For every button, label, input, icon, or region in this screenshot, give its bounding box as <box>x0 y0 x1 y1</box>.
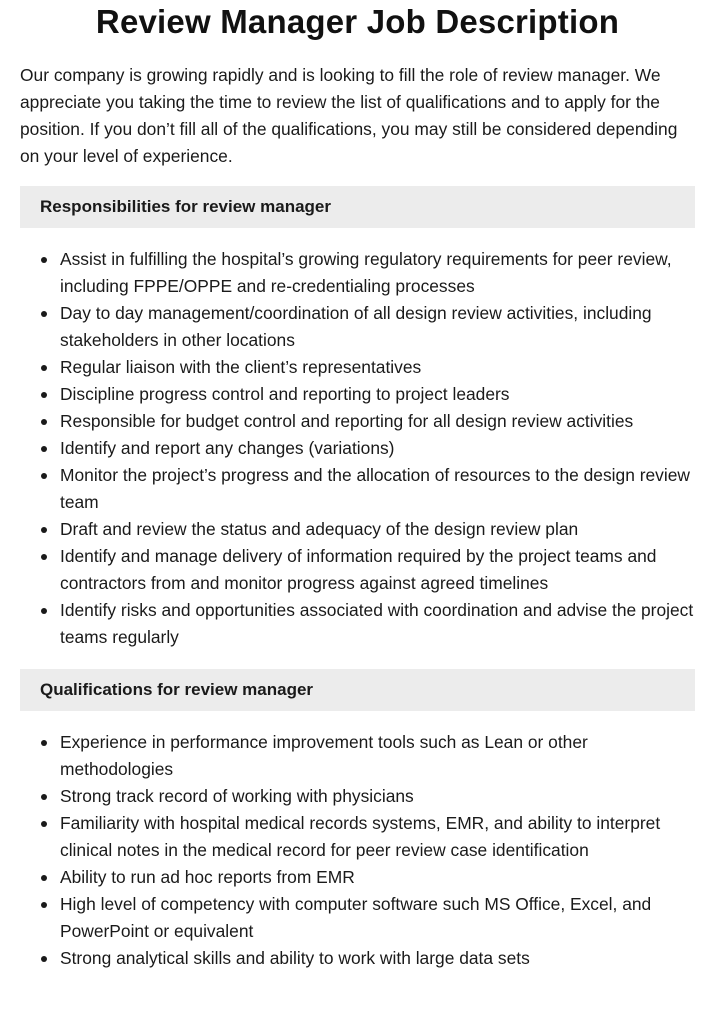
list-item-text: Discipline progress control and reporting to project leaders <box>60 384 510 404</box>
list-item-text: Monitor the project’s progress and the allocation of resources to the design review team <box>60 465 690 512</box>
bullet-icon <box>41 311 47 317</box>
list-item <box>20 864 695 891</box>
qualifications-heading: Qualifications for review manager <box>20 669 695 711</box>
bullet-icon <box>41 527 47 533</box>
bullet-icon <box>41 740 47 746</box>
bullet-icon <box>41 392 47 398</box>
list-item-text: Draft and review the status and adequacy of the design review plan <box>60 519 579 539</box>
list-item <box>20 435 695 462</box>
bullet-icon <box>41 902 47 908</box>
list-item <box>20 246 695 300</box>
bullet-icon <box>41 365 47 371</box>
list-item <box>20 300 695 354</box>
bullet-icon <box>41 473 47 479</box>
list-item <box>20 354 695 381</box>
list-item <box>20 408 695 435</box>
list-item-text: Strong analytical skills and ability to work with large data sets <box>60 948 530 968</box>
qualifications-list <box>20 729 695 972</box>
page-title: Review Manager Job Description <box>95 3 620 40</box>
bullet-icon <box>41 794 47 800</box>
list-item <box>20 381 695 408</box>
bullet-icon <box>41 956 47 962</box>
list-item-text: High level of competency with computer software such MS Office, Excel, and PowerPoint or equivalent <box>60 894 652 941</box>
responsibilities-heading: Responsibilities for review manager <box>20 186 695 228</box>
responsibilities-list <box>20 246 695 651</box>
list-item-text: Day to day management/coordination of all design review activities, including stakeholders in other locations <box>60 303 652 350</box>
list-item-text: Identify and report any changes (variations) <box>60 438 395 458</box>
list-item-text: Identify and manage delivery of information required by the project teams and contractors from and monitor progress against agreed timelines <box>60 546 657 593</box>
list-item <box>20 783 695 810</box>
bullet-icon <box>41 446 47 452</box>
list-item <box>20 891 695 945</box>
list-item <box>20 462 695 516</box>
bullet-icon <box>41 554 47 560</box>
list-item-text: Identify risks and opportunities associated with coordination and advise the project teams regularly <box>60 600 694 647</box>
list-item <box>20 543 695 597</box>
list-item <box>20 597 695 651</box>
list-item-text: Responsible for budget control and reporting for all design review activities <box>60 411 634 431</box>
list-item-text: Familiarity with hospital medical records systems, EMR, and ability to interpret clinical notes in the medical record for peer review case identification <box>60 813 661 860</box>
list-item <box>20 945 695 972</box>
list-item <box>20 729 695 783</box>
list-item-text: Experience in performance improvement tools such as Lean or other methodologies <box>60 732 588 779</box>
bullet-icon <box>41 608 47 614</box>
bullet-icon <box>41 257 47 263</box>
list-item <box>20 810 695 864</box>
bullet-icon <box>41 821 47 827</box>
list-item-text: Assist in fulfilling the hospital’s growing regulatory requirements for peer review, including FPPE/OPPE and re-credentialing processes <box>60 249 672 296</box>
intro-paragraph: Our company is growing rapidly and is looking to fill the role of review manager. We appreciate you taking the time to review the list of qualifications and to apply for the position. If you don’t fill all of the qualifications, you may still be considered depending on your level of experience. <box>20 65 678 166</box>
bullet-icon <box>41 419 47 425</box>
bullet-icon <box>41 875 47 881</box>
list-item-text: Strong track record of working with physicians <box>60 786 414 806</box>
list-item-text: Regular liaison with the client’s representatives <box>60 357 422 377</box>
list-item <box>20 516 695 543</box>
list-item-text: Ability to run ad hoc reports from EMR <box>60 867 355 887</box>
